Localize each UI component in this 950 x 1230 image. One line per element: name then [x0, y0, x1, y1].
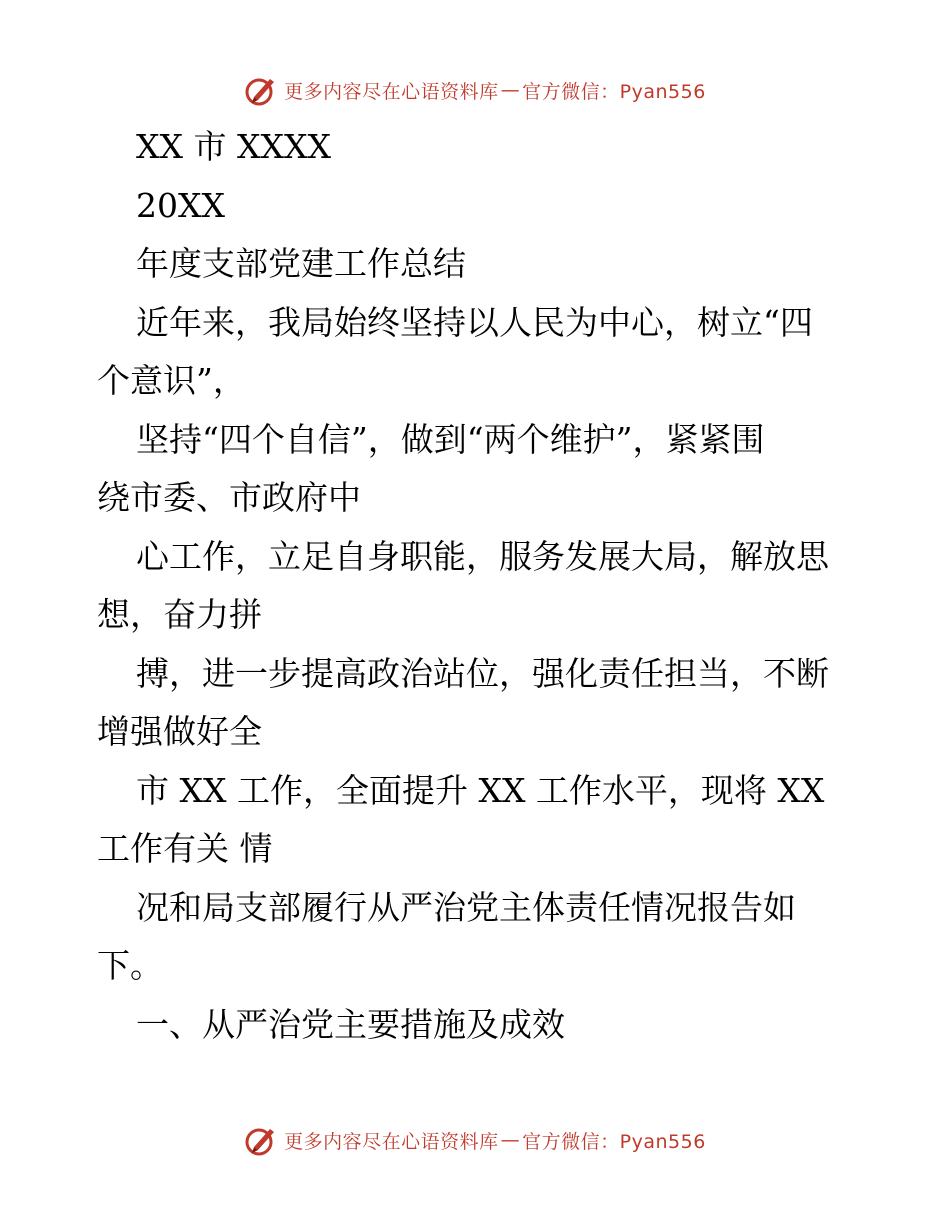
paragraph-line: 工作有关 情	[97, 829, 273, 868]
pen-logo-icon	[244, 1123, 278, 1157]
watermark-wechat: 官方微信：Pyan556	[522, 80, 706, 103]
section-heading: 一、从严治党主要措施及成效	[136, 1004, 565, 1044]
watermark-footer	[0, 1120, 950, 1160]
paragraph-line: 下。	[97, 946, 163, 985]
watermark-header	[0, 70, 950, 110]
watermark-text: 更多内容尽在心语资料库	[284, 80, 499, 103]
paragraph-line: 市 XX 工作，全面提升 XX 工作水平，现将 XX	[136, 770, 825, 810]
paragraph-line: 个意识”，	[97, 361, 246, 400]
document-body	[97, 118, 857, 1054]
paragraph-line: 近年来，我局始终坚持以人民为中心，树立“四	[136, 302, 813, 342]
paragraph-line: 况和局支部履行从严治党主体责任情况报告如	[136, 887, 796, 927]
watermark-text: 更多内容尽在心语资料库	[284, 1130, 499, 1153]
watermark-wechat: 官方微信：Pyan556	[522, 1130, 706, 1153]
paragraph-line: 心工作，立足自身职能，服务发展大局，解放思	[136, 536, 829, 576]
watermark-separator: —	[500, 1129, 521, 1151]
paragraph-line: 想，奋力拼	[97, 595, 262, 634]
watermark-separator: —	[500, 79, 521, 101]
doc-title: 年度支部党建工作总结	[136, 244, 466, 283]
doc-line-city: XX 市 XXXX	[136, 127, 331, 166]
doc-line-year: 20XX	[136, 185, 225, 225]
paragraph-line: 绕市委、市政府中	[97, 478, 361, 517]
paragraph-line: 坚持“四个自信”，做到“两个维护”，紧紧围	[136, 419, 765, 459]
paragraph-line: 搏，进一步提高政治站位，强化责任担当，不断	[136, 653, 829, 693]
paragraph-line: 增强做好全	[97, 712, 262, 751]
pen-logo-icon	[244, 73, 278, 107]
